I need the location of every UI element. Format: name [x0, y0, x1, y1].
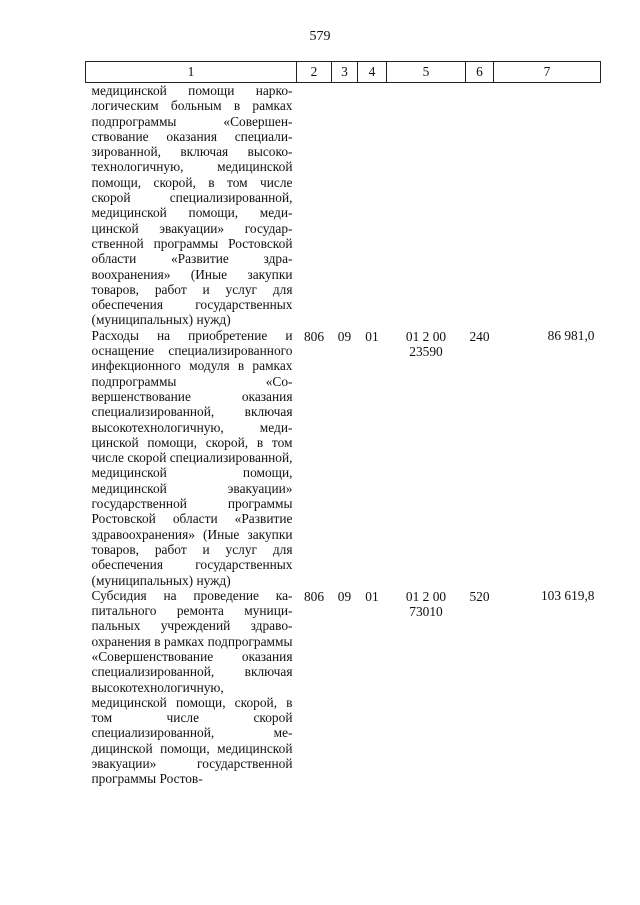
row-target-article: 01 2 00 73010 — [405, 588, 447, 620]
row-description: Субсидия на проведение капитального ремонта муниципальных учреждений здравоохранения в рамках подпрограммы «Совершенствование оказания специализированной, включая высокотехнологичную, медицинской помощи, скорой, в том числе скорой специализированной, медицинской помощи, медицинской эвакуации» государственной программы Ростов- — [91, 587, 293, 787]
row-ministry-code — [297, 83, 332, 328]
header-col-4: 4 — [358, 62, 387, 83]
header-col-7: 7 — [494, 62, 601, 83]
table-row — [86, 83, 601, 328]
row-section-code: 09 — [337, 328, 352, 344]
row-amount: 86 981,0 — [547, 327, 595, 343]
row-section-code — [332, 83, 358, 328]
table-row — [86, 328, 601, 588]
row-ministry-code: 806 — [303, 328, 325, 344]
header-col-3: 3 — [332, 62, 358, 83]
row-subsection-code: 01 — [365, 588, 379, 604]
header-col-1: 1 — [86, 62, 297, 83]
page-number: 579 — [309, 29, 331, 44]
row-amount: 103 619,8 — [540, 587, 595, 603]
row-description: Расходы на приобретение и оснащение специализированного инфекционного модуля в рамках подпрограммы «Совершенствование оказания специализированной, включая высокотехнологичную, медицинской помощи, скорой, в том числе скорой специализированной, медицинской помощи, медицинской эвакуации» государственной программы Ростовской области «Развитие здравоохранения» (Иные закупки товаров, работ и услуг для обеспечения государственных (муниципальных) нужд) — [91, 327, 293, 588]
row-expense-type — [466, 83, 494, 328]
header-col-2: 2 — [297, 62, 332, 83]
header-col-6: 6 — [466, 62, 494, 83]
budget-table — [85, 61, 601, 787]
row-ministry-code: 806 — [303, 588, 325, 604]
table-row — [86, 588, 601, 787]
table-header — [86, 62, 601, 83]
row-amount — [494, 83, 601, 328]
row-expense-type: 240 — [469, 328, 490, 344]
row-description: медицинской помощи наркологическим больным в рамках подпрограммы «Совершенствование оказания специализированной, включая высокотехнологичную, медицинской помощи, скорой, в том числе скорой специализированной, медицинской помощи, медицинской эвакуации» государственной программы Ростовской области «Развитие здравоохранения» (Иные закупки товаров, работ и услуг для обеспечения государственных (муниципальных) нужд) — [91, 83, 293, 328]
row-subsection-code — [358, 83, 387, 328]
header-row — [86, 62, 601, 83]
row-expense-type: 520 — [469, 588, 490, 604]
row-section-code: 09 — [337, 588, 352, 604]
header-col-5: 5 — [387, 62, 466, 83]
row-target-article — [387, 83, 466, 328]
row-subsection-code: 01 — [365, 328, 379, 344]
row-target-article: 01 2 00 23590 — [405, 328, 447, 360]
